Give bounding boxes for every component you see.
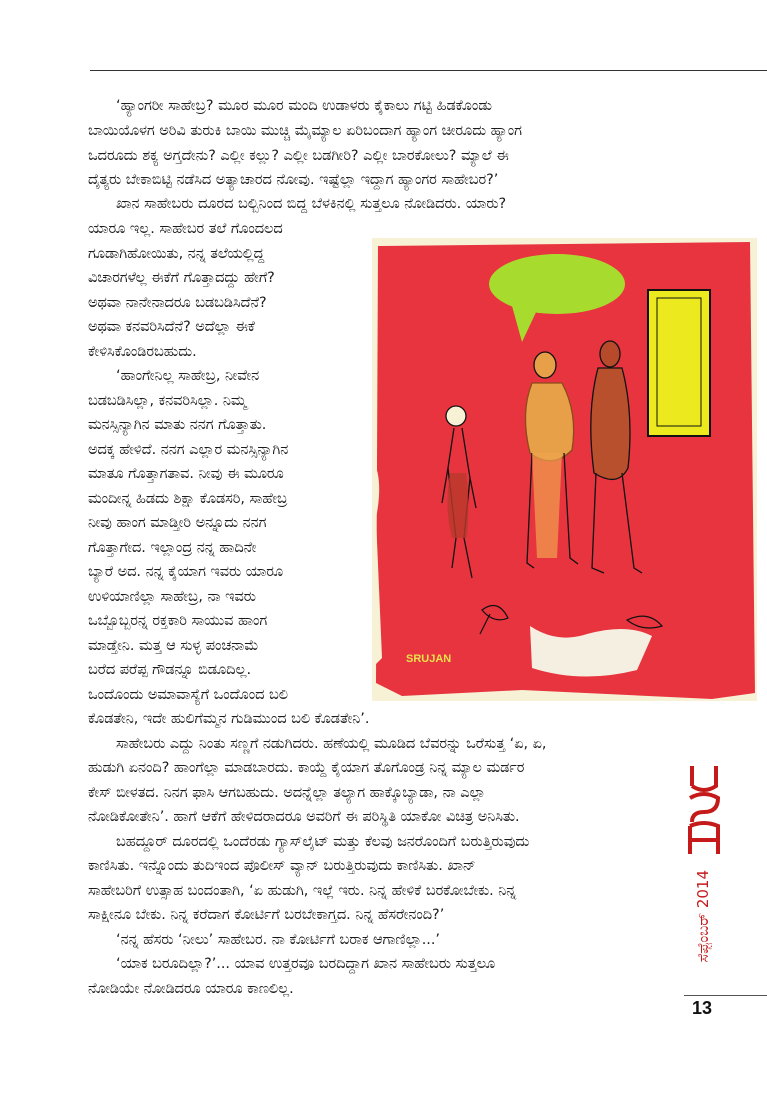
page-number: 13 [692,998,713,1018]
text-line: ಮಾತೂ ಗೊತ್ತಾಗತಾವ. ನೀವು ಈ ಮೂರೂ [88,466,284,482]
text-line: ವಿಚಾರಗಳೆಲ್ಲ ಈಕೆಗೆ ಗೊತ್ತಾದದ್ದು ಹೇಗೆ? [88,270,275,286]
magazine-sidebar [684,760,724,990]
text-line: ಒಂದೊಂದು ಅಮಾವಾಸ್ಯೆಗೆ ಒಂದೊಂದ ಬಲಿ [88,687,288,703]
issue-date: ಸೆಪ್ಟೆಂಬರ್ 2014 [694,870,712,963]
text-line: ಅಥವಾ ನಾನೇನಾದರೂ ಬಡಬಡಿಸಿದೆನೆ? [88,295,267,311]
text-line: ಖಾನ ಸಾಹೇಬರು ದೂರದ ಬಲ್ಬಿನಿಂದ ಬಿದ್ದ ಬೆಳಕಿನಲ್ಲಿ ಸುತ್ತಲೂ ನೋಡಿದರು. ಯಾರು? [116,196,507,212]
text-line: ‘ಹಾಂಗೇನಿಲ್ಲ ಸಾಹೇಬ್ರ, ನೀವೇನ [116,368,260,384]
text-line: ಸಾಹೇಬರಿಗೆ ಉತ್ಸಾಹ ಬಂದಂತಾಗಿ, ‘ಏ ಹುಡುಗಿ, ಇಲ್ಲೆ ಇರು. ನಿನ್ನ ಹೇಳಿಕೆ ಬರಕೋಬೇಕು. ನಿನ್ನ [88,883,517,899]
story-illustration [372,238,757,701]
text-line: ಮನಸ್ಸಿನ್ಯಾಗಿನ ಮಾತು ನನಗ ಗೊತ್ತಾತು. [88,417,267,433]
text-line: ಒದರೂದು ಶಕ್ಯ ಅಗ್ತದೇನು? ಎಲ್ಲೀ ಕಲ್ಲು? ಎಲ್ಲೀ ಬಡಗೀರಿ? ಎಲ್ಲೀ ಬಾರಕೋಲು? ಮ್ಯಾಲೆ ಈ [88,148,509,164]
text-line: ಕೇಸ್ ಬೀಳತದ. ನಿನಗ ಫಾಸಿ ಆಗಬಹುದು. ಅದನ್ನೆಲ್ಲಾ ತಲ್ಯಾಗ ಹಾಕ್ಕೊಬ್ಯಾಡಾ, ನಾ ಎಲ್ಲಾ [88,785,486,801]
text-line: ಅದಕ್ಕ ಹೇಳಿದೆ. ನನಗ ಎಲ್ಲಾರ ಮನಸ್ಸಿನ್ಯಾಗಿನ [88,442,289,458]
text-line: ಸಾಕ್ಷೀನೂ ಬೇಕು. ನಿನ್ನ ಕರೆದಾಗ ಕೋರ್ಟಿಗೆ ಬರಬೇಕಾಗ್ತದ. ನಿನ್ನ ಹೆಸರೇನಂದಿ?’ [88,907,445,923]
text-line: ಗೂಡಾಗಿಹೋಯಿತು, ನನ್ನ ತಲೆಯಲ್ಲಿದ್ದ [88,246,265,262]
text-line: ನೋಡಿಯೇ ನೋಡಿದರೂ ಯಾರೂ ಕಾಣಲಿಲ್ಲ. [88,981,294,997]
text-line: ಬ್ಯಾರೆ ಅದ. ನನ್ನ ಕೈಯಾಗ ಇವರು ಯಾರೂ [88,564,284,580]
text-line: ಯಾರೂ ಇಲ್ಲ. ಸಾಹೇಬರ ತಲೆ ಗೊಂದಲದ [88,221,283,237]
text-line: ‘ಹ್ಯಾಂಗರೀ ಸಾಹೇಬ್ರ? ಮೂರ ಮೂರ ಮಂದಿ ಉಡಾಳರು ಕೈಕಾಲು ಗಟ್ಟಿ ಹಿಡಕೊಂಡು [116,98,492,114]
text-line: ಬಹದ್ದೂರ್ ದೂರದಲ್ಲಿ ಒಂದೆರಡು ಗ್ಯಾಸ್‌ಲೈಟ್ ಮತ್ತು ಕೆಲವು ಜನರೊಂದಿಗೆ ಬರುತ್ತಿರುವುದು [116,834,530,850]
text-line: ಸಾಹೇಬರು ಎದ್ದು ನಿಂತು ಸಣ್ಣಗೆ ನಡುಗಿದರು. ಹಣೆಯಲ್ಲಿ ಮೂಡಿದ ಬೆವರನ್ನು ಒರೆಸುತ್ತ ‘ಏ, ಏ, [116,736,547,752]
text-line: ಹುಡುಗಿ ಏನಂದಿ? ಹಾಂಗೆಲ್ಲಾ ಮಾಡಬಾರದು. ಕಾಯ್ದೆ ಕೈಯಾಗ ತೊಗೊಂಡ್ರ ನಿನ್ನ ಮ್ಯಾಲ ಮರ್ಡರ [88,760,525,776]
text-line: ‘ನನ್ನ ಹೆಸರು ‘ನೀಲು’ ಸಾಹೇಬರ. ನಾ ಕೋರ್ಟಿಗೆ ಬರಾಕ ಆಗಾಣಿಲ್ಲಾ...’ [116,932,441,948]
text-line: ಅಥವಾ ಕನವರಿಸಿದೆನೆ? ಅದೆಲ್ಲಾ ಈಕೆ [88,319,255,335]
text-line: ಕೊಡತೇನಿ, ಇದೇ ಹುಲಿಗೆಮ್ಮನ ಗುಡಿಮುಂದ ಬಲಿ ಕೊಡತೇನಿ’. [88,711,370,727]
text-line: ನೋಡಿಕೋತೇನಿ’. ಹಾಗೆ ಆಕೆಗೆ ಹೇಳಿದರಾದರೂ ಅವರಿಗೆ ಈ ಪರಿಸ್ಥಿತಿ ಯಾಕೋ ವಿಚಿತ್ರ ಅನಿಸಿತು. [88,809,520,825]
text-line: ಕಾಣಿಸಿತು. ಇನ್ನೊಂದು ತುದಿಇಂದ ಪೊಲೀಸ್ ವ್ಯಾನ್ ಬರುತ್ತಿರುವುದು ಕಾಣಿಸಿತು. ಖಾನ್ [88,858,476,874]
text-line: ಮಾಡ್ತೇನಿ. ಮತ್ತ ಆ ಸುಳ್ಳ ಪಂಚನಾಮೆ [88,638,259,654]
text-line: ಬಾಯಿಯೊಳಗ ಅರಿವಿ ತುರುಕಿ ಬಾಯಿ ಮುಚ್ಚಿ ಮೈಮ್ಯಾಲ ಏರಿಬಂದಾಗ ಹ್ಯಾಂಗ ಚೀರೂದು ಹ್ಯಾಂಗ [88,123,522,139]
text-line: ಉಳಿಯಾಣಿಲ್ಲಾ ಸಾಹೇಬ್ರ, ನಾ ಇವರು [88,589,256,605]
speech-bubble-icon [489,254,625,314]
text-line: ನೀವು ಹಾಂಗ ಮಾಡ್ತೀರಿ ಅನ್ನೂದು ನನಗ [88,515,267,531]
text-line: ದೈತ್ಯರು ಬೇಕಾಬಿಟ್ಟಿ ನಡೆಸಿದ ಅತ್ಯಾಚಾರದ ನೋವು. ಇಷ್ಟೆಲ್ಲಾ ಇದ್ದಾಗ ಹ್ಯಾಂಗರ ಸಾಹೇಬರ?’ [88,172,499,188]
text-line: ಗೊತ್ತಾಗೇದ. ಇಲ್ಲಾಂದ್ರ ನನ್ನ ಹಾದಿನೇ [88,540,257,556]
text-line: ಬಡಬಡಿಸಿಲ್ಲಾ, ಕನವರಿಸಿಲ್ಲಾ. ನಿಮ್ಮ [88,393,247,409]
text-line: ಒಬ್ಬೊಬ್ಬರನ್ನ ರಕ್ತಕಾರಿ ಸಾಯುವ ಹಾಂಗ [88,613,268,629]
artist-signature: SRUJAN [406,653,452,665]
text-line: ‘ಯಾಕ ಬರೂದಿಲ್ಲಾ?’... ಯಾವ ಉತ್ತರವೂ ಬರದಿದ್ದಾಗ ಖಾನ ಸಾಹೇಬರು ಸುತ್ತಲೂ [116,956,496,972]
text-line: ಬರೆದ ಪರೆಪ್ಪ ಗೌಡನ್ನೂ ಬಿಡೂದಿಲ್ಲ. [88,662,252,678]
text-line: ಕೇಳಿಸಿಕೊಂಡಿರಬಹುದು. [88,344,197,360]
footer-rule [684,995,767,996]
header-rule [90,70,767,71]
text-line: ಮಂದೀನ್ನ ಹಿಡದು ಶಿಕ್ಷಾ ಕೊಡಸರಿ, ಸಾಹೇಬ್ರ [88,491,288,507]
magazine-logo [684,760,724,860]
